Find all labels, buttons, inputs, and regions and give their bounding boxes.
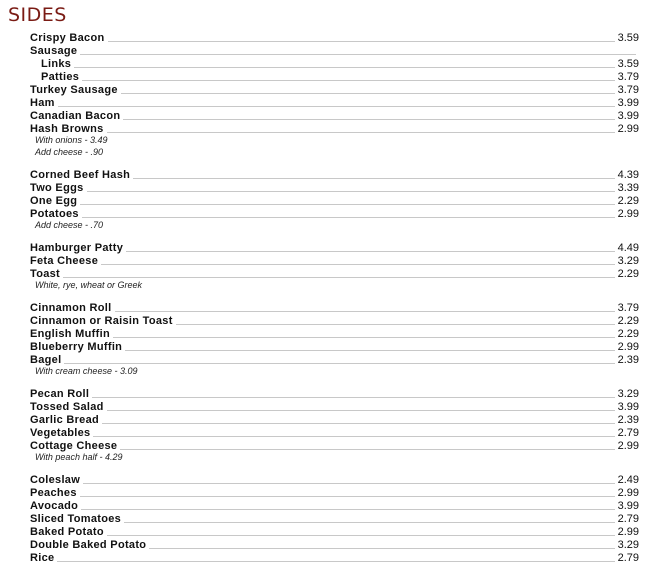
dotted-leader: [82, 217, 615, 218]
item-name: Rice: [30, 552, 55, 564]
menu-item: [30, 512, 639, 525]
item-name: Hamburger Patty: [30, 242, 124, 254]
item-name: Coleslaw: [30, 474, 81, 486]
item-price: 3.99: [617, 110, 639, 122]
item-note: With onions - 3.49: [35, 135, 108, 145]
menu-list: [30, 31, 639, 564]
item-price: 2.79: [617, 552, 639, 564]
dotted-leader: [102, 423, 615, 424]
menu-item: [30, 301, 639, 314]
item-note: White, rye, wheat or Greek: [35, 280, 143, 290]
dotted-leader: [93, 436, 614, 437]
dotted-leader: [120, 449, 614, 450]
item-price: 2.39: [617, 354, 639, 366]
item-name: Bagel: [30, 354, 62, 366]
item-note: Add cheese - .70: [35, 220, 104, 230]
group-separator: [30, 159, 639, 168]
item-name: Crispy Bacon: [30, 32, 105, 44]
item-name: Pecan Roll: [30, 388, 90, 400]
item-price: 2.29: [617, 195, 639, 207]
item-price: 2.99: [617, 487, 639, 499]
dotted-leader: [101, 264, 614, 265]
item-price: 2.79: [617, 427, 639, 439]
item-price: 4.49: [617, 242, 639, 254]
item-name: Peaches: [30, 487, 77, 499]
item-price: 3.29: [617, 255, 639, 267]
menu-item: [30, 57, 639, 70]
item-price: 3.59: [617, 58, 639, 70]
menu-item: [30, 70, 639, 83]
dotted-leader: [107, 410, 615, 411]
item-name: Blueberry Muffin: [30, 341, 123, 353]
menu-item: [30, 194, 639, 207]
item-price: 4.39: [617, 169, 639, 181]
item-price: 2.99: [617, 341, 639, 353]
item-name: Sliced Tomatoes: [30, 513, 122, 525]
menu-item: [30, 207, 639, 220]
dotted-leader: [133, 178, 614, 179]
item-price: 3.29: [617, 388, 639, 400]
menu-item: [30, 400, 639, 413]
page-title: SIDES: [8, 4, 67, 26]
menu-item: [30, 44, 639, 57]
menu-item: [30, 473, 639, 486]
menu-item: [30, 122, 639, 135]
dotted-leader: [113, 337, 615, 338]
group-separator: [30, 378, 639, 387]
dotted-leader: [74, 67, 614, 68]
menu-item: [30, 314, 639, 327]
dotted-leader: [81, 509, 614, 510]
item-note: With cream cheese - 3.09: [35, 366, 138, 376]
dotted-leader: [121, 93, 615, 94]
menu-item: [30, 353, 639, 366]
menu-item: [30, 327, 639, 340]
menu-item: [30, 387, 639, 400]
menu-item: [30, 267, 639, 280]
item-name: Turkey Sausage: [30, 84, 118, 96]
item-price: 3.99: [617, 97, 639, 109]
menu-item: [30, 340, 639, 353]
dotted-leader: [124, 522, 614, 523]
item-price: 3.99: [617, 401, 639, 413]
item-price: 3.39: [617, 182, 639, 194]
dotted-leader: [107, 132, 615, 133]
menu-item: [30, 241, 639, 254]
dotted-leader: [80, 204, 614, 205]
dotted-leader: [108, 41, 615, 42]
item-price: 2.29: [617, 268, 639, 280]
item-name: Patties: [41, 71, 80, 83]
menu-item: [30, 254, 639, 267]
dotted-leader: [115, 311, 615, 312]
item-name: Two Eggs: [30, 182, 84, 194]
item-name: Potatoes: [30, 208, 79, 220]
dotted-leader: [82, 80, 614, 81]
menu-item: [30, 31, 639, 44]
group-separator: [30, 464, 639, 473]
item-price: 2.99: [617, 208, 639, 220]
dotted-leader: [107, 535, 615, 536]
item-name: Corned Beef Hash: [30, 169, 131, 181]
menu-item: [30, 96, 639, 109]
dotted-leader: [125, 350, 614, 351]
item-name: Hash Browns: [30, 123, 104, 135]
dotted-leader: [149, 548, 614, 549]
item-name: Cinnamon Roll: [30, 302, 112, 314]
item-price: 3.99: [617, 500, 639, 512]
item-note: With peach half - 4.29: [35, 452, 123, 462]
menu-item: [30, 83, 639, 96]
menu-item: [30, 499, 639, 512]
menu-item: [30, 439, 639, 452]
menu-item: [30, 413, 639, 426]
dotted-leader: [87, 191, 615, 192]
item-price: 3.59: [617, 32, 639, 44]
item-price: 3.29: [617, 539, 639, 551]
item-note: Add cheese - .90: [35, 147, 104, 157]
menu-item: [30, 551, 639, 564]
item-name: English Muffin: [30, 328, 110, 340]
menu-item: [30, 486, 639, 499]
menu-item: [30, 109, 639, 122]
item-price: 2.79: [617, 513, 639, 525]
dotted-leader: [80, 496, 615, 497]
dotted-leader: [123, 119, 614, 120]
item-name: Double Baked Potato: [30, 539, 147, 551]
dotted-leader: [83, 483, 614, 484]
item-name: Cinnamon or Raisin Toast: [30, 315, 173, 327]
item-price: 3.79: [617, 84, 639, 96]
group-separator: [30, 292, 639, 301]
menu-item: [30, 168, 639, 181]
item-price: 3.79: [617, 71, 639, 83]
dotted-leader: [126, 251, 614, 252]
item-name: Toast: [30, 268, 61, 280]
item-name: Cottage Cheese: [30, 440, 118, 452]
dotted-leader: [80, 54, 636, 55]
item-name: Garlic Bread: [30, 414, 100, 426]
dotted-leader: [63, 277, 615, 278]
item-price: 2.29: [617, 315, 639, 327]
menu-item: [30, 525, 639, 538]
menu-item: [30, 181, 639, 194]
item-price: 2.29: [617, 328, 639, 340]
menu-item: [30, 426, 639, 439]
item-name: Vegetables: [30, 427, 91, 439]
item-price: 2.99: [617, 123, 639, 135]
item-name: Ham: [30, 97, 55, 109]
item-price: 2.49: [617, 474, 639, 486]
item-name: Links: [41, 58, 72, 70]
item-price: 2.99: [617, 440, 639, 452]
dotted-leader: [57, 561, 614, 562]
dotted-leader: [92, 397, 614, 398]
dotted-leader: [176, 324, 615, 325]
item-price: 2.99: [617, 526, 639, 538]
item-name: Tossed Salad: [30, 401, 104, 413]
group-separator: [30, 232, 639, 241]
menu-item: [30, 538, 639, 551]
dotted-leader: [64, 363, 614, 364]
item-price: 2.39: [617, 414, 639, 426]
item-name: Baked Potato: [30, 526, 104, 538]
item-price: 3.79: [617, 302, 639, 314]
item-name: Feta Cheese: [30, 255, 99, 267]
item-name: Sausage: [30, 45, 78, 57]
dotted-leader: [58, 106, 615, 107]
item-name: Avocado: [30, 500, 79, 512]
item-name: Canadian Bacon: [30, 110, 121, 122]
item-name: One Egg: [30, 195, 78, 207]
